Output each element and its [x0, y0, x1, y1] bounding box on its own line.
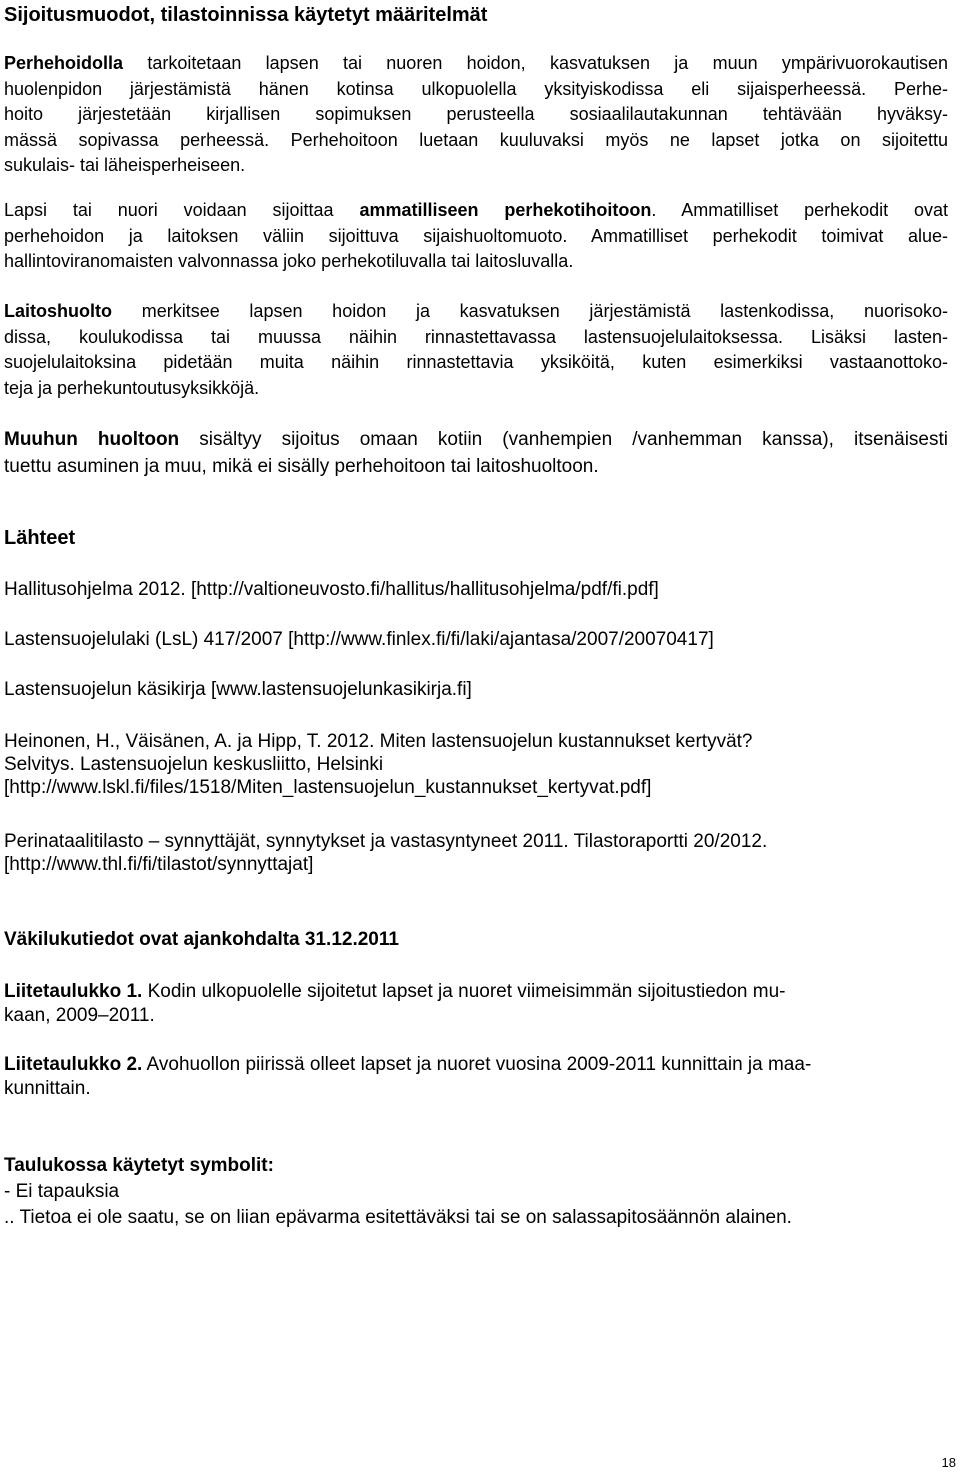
paragraph-line: tuettu asuminen ja muu, mikä ei sisälly perhehoitoon tai laitoshuoltoon.: [4, 456, 599, 477]
appendix-label: Liitetaulukko 2.: [4, 1054, 143, 1075]
paragraph-line: mässä sopivassa perheessä. Perhehoitoon luetaan kuuluvaksi myös ne lapset jotka on sijoitettu: [4, 129, 948, 150]
paragraph-line: perhehoidon ja laitoksen väliin sijoittuva sijaishuoltomuoto. Ammatilliset perhekodit toimivat alue-: [4, 225, 948, 246]
reference-item: Perinataalitilasto – synnyttäjät, synnytykset ja vastasyntyneet 2011. Tilastoraportti 20/2012. [http://www.thl.fi/fi/tilastot/synnyttajat]: [4, 831, 768, 875]
paragraph-line: dissa, koulukodissa tai muussa näihin rinnastettavassa lastensuojelulaitoksessa. Lisäksi lasten-: [4, 326, 948, 347]
appendix-label: Liitetaulukko 1.: [4, 981, 143, 1002]
reference-item: Lastensuojelulaki (LsL) 417/2007 [http://www.finlex.fi/fi/laki/ajantasa/2007/20070417]: [4, 629, 714, 650]
term-perhehoito: Perhehoidolla: [4, 53, 124, 73]
reference-item: Lastensuojelun käsikirja [www.lastensuojelunkasikirja.fi]: [4, 679, 472, 700]
paragraph-line: sukulais- tai läheisperheiseen.: [4, 155, 246, 175]
paragraph-muu-huolto: [4, 426, 948, 480]
paragraph-line: huolenpidon järjestämistä hänen kotinsa ulkopuolella yksityiskodissa eli sijaisperheessä. Perhe-: [4, 78, 948, 99]
symbol-item: .. Tietoa ei ole saatu, se on liian epävarma esitettäväksi tai se on salassapitosäännön alainen.: [4, 1207, 792, 1228]
paragraph-line: suojelulaitoksina pidetään muita näihin rinnastettavia yksiköitä, kuten esimerkiksi vastaanottoko-: [4, 352, 948, 372]
paragraph-line: hallintoviranomaisten valvonnassa joko perhekotiluvalla tai laitosluvalla.: [4, 251, 574, 271]
paragraph-line: Lapsi tai nuori voidaan sijoittaa ammatilliseen perhekotihoitoon. Ammatilliset perhekodit ovat: [4, 200, 949, 220]
term-perhekotihoito: ammatilliseen perhekotihoitoon: [359, 200, 652, 220]
appendix-line: kunnittain.: [4, 1078, 91, 1099]
symbol-item: - Ei tapauksia: [4, 1181, 120, 1202]
appendix-line: Liitetaulukko 1. Kodin ulkopuolelle sijoitetut lapset ja nuoret viimeisimmän sijoitustiedon mu-: [4, 981, 786, 1002]
appendix-line: kaan, 2009–2011.: [4, 1005, 155, 1026]
appendix-table-1: [4, 980, 948, 1028]
population-date-note: Väkilukutiedot ovat ajankohdalta 31.12.2011: [4, 929, 399, 950]
page-number: 18: [941, 1455, 956, 1470]
paragraph-perhekoti: [4, 198, 948, 275]
paragraph-line: Muuhun huoltoon sisältyy sijoitus omaan kotiin (vanhempien /vanhemman kanssa), itsenäisesti: [4, 429, 948, 450]
term-laitoshuolto: Laitoshuolto: [4, 301, 112, 321]
paragraph-line: hoito järjestetään kirjallisen sopimuksen perusteella sosiaalilautakunnan tehtävään hyväksy-: [4, 104, 948, 124]
paragraph-perhehoito: [4, 51, 948, 179]
paragraph-laitoshuolto: [4, 299, 948, 401]
term-muu-huolto: Muuhun huoltoon: [4, 429, 180, 450]
reference-item: Heinonen, H., Väisänen, A. ja Hipp, T. 2012. Miten lastensuojelun kustannukset kertyvät? Selvitys. Lastensuojelun keskusliitto, Helsinki [http://www.lskl.fi/files/1518/Miten_lastensuojelun_kustannukset_kertyvat.pdf]: [4, 731, 753, 798]
symbols-title: Taulukossa käytetyt symbolit:: [4, 1155, 274, 1176]
appendix-table-2: [4, 1053, 948, 1101]
paragraph-line: teja ja perhekuntoutusyksikköjä.: [4, 377, 260, 398]
appendix-line: Liitetaulukko 2. Avohuollon piirissä olleet lapset ja nuoret vuosina 2009-2011 kunnittain ja maa-: [4, 1054, 812, 1075]
paragraph-line: Perhehoidolla tarkoitetaan lapsen tai nuoren hoidon, kasvatuksen ja muun ympärivuorokautisen: [4, 53, 948, 73]
references-title: Lähteet: [4, 527, 76, 549]
reference-item: Hallitusohjelma 2012. [http://valtioneuvosto.fi/hallitus/hallitusohjelma/pdf/fi.pdf]: [4, 579, 659, 600]
paragraph-line: Laitoshuolto merkitsee lapsen hoidon ja kasvatuksen järjestämistä lastenkodissa, nuorisoko-: [4, 301, 948, 321]
section-heading: Sijoitusmuodot, tilastoinnissa käytetyt määritelmät: [4, 4, 488, 26]
